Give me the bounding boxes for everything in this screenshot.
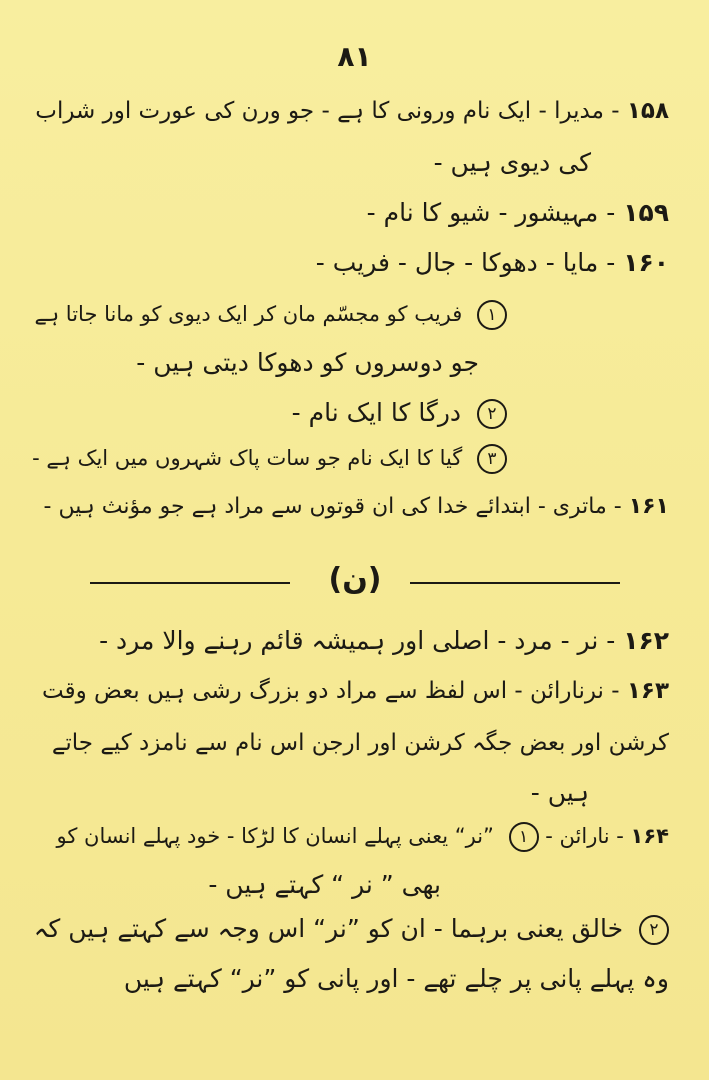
circled-number: ۲: [477, 399, 507, 429]
entry-163-line-2: [52, 730, 669, 758]
entry-text: - مہیشور - شیو کا نام -: [366, 198, 616, 227]
divider-rule: [410, 582, 620, 584]
section-heading: (ن): [328, 562, 382, 597]
entry-161: [44, 494, 669, 520]
entry-160-sense-1-line-1: [35, 300, 507, 330]
entry-number: ۱۶۰: [623, 248, 669, 277]
entry-159: [367, 198, 669, 228]
entry-160-sense-1-line-2: [136, 348, 479, 378]
entry-158-line-1: [35, 98, 669, 126]
entry-text: ”نر“ یعنی پہلے انسان کا لڑکا - خود پہلے انسان کو: [56, 824, 494, 848]
entry-text: ہیں -: [530, 778, 589, 807]
entry-158-line-2: [434, 148, 591, 178]
entry-text: خالق یعنی برہما - ان کو ”نر“ اس وجہ سے کہتے ہیں کہ: [33, 914, 624, 943]
entry-162: [99, 626, 669, 656]
circled-number: ۲: [639, 915, 669, 945]
entry-text: - نرنارائن - اس لفظ سے مراد دو بزرگ رشی ہیں بعض وقت: [42, 678, 620, 704]
entry-number: ۱۶۳: [626, 678, 669, 704]
circled-number: ۱: [477, 300, 507, 330]
circled-number: ۳: [477, 444, 507, 474]
entry-160: [316, 248, 669, 278]
entry-text: درگا کا ایک نام -: [291, 398, 462, 427]
entry-text: - ماتری - ابتدائے خدا کی ان قوتوں سے مراد ہے جو مؤنث ہیں -: [43, 494, 622, 519]
entry-164-line-2: [208, 870, 441, 900]
entry-text: بھی ” نر “ کہتے ہیں -: [208, 870, 441, 899]
entry-160-sense-3: [32, 444, 507, 474]
entry-164-sense-2-line-1: [34, 914, 669, 945]
entry-text: وہ پہلے پانی پر چلے تھے - اور پانی کو ”نر“ کہتے ہیں: [123, 964, 669, 993]
entry-text: جو دوسروں کو دھوکا دیتی ہیں -: [136, 348, 479, 377]
entry-text: - نر - مرد - اصلی اور ہمیشہ قائم رہنے والا مرد -: [99, 626, 616, 655]
circled-number: ۱: [509, 822, 539, 852]
page-number: ۸۱: [337, 40, 372, 73]
entry-163-line-1: [42, 678, 669, 706]
divider-rule: [90, 582, 290, 584]
entry-number: ۱۶۴: [630, 824, 669, 848]
entry-164-sense-2-line-2: [124, 964, 669, 994]
section-divider: [90, 562, 620, 602]
entry-text: گیا کا ایک نام جو سات پاک شہروں میں ایک ہے -: [32, 446, 463, 470]
entry-text: - نارائن -: [545, 824, 624, 848]
entry-number: ۱۵۹: [623, 198, 669, 227]
entry-163-line-3: [531, 778, 589, 808]
entry-164-line-1: [57, 822, 670, 852]
entry-number: ۱۶۲: [623, 626, 669, 655]
entry-text: - مدیرا - ایک نام ورونی کا ہے - جو ورن کی عورت اور شراب: [35, 98, 620, 124]
entry-text: کرشن اور بعض جگہ کرشن اور ارجن اس نام سے نامزد کیے جاتے: [51, 730, 669, 756]
entry-text: - مایا - دھوکا - جال - فریب -: [315, 248, 616, 277]
entry-160-sense-2: [292, 398, 507, 429]
entry-text: فریب کو مجسّم مان کر ایک دیوی کو مانا جاتا ہے: [34, 302, 463, 326]
entry-number: ۱۵۸: [626, 98, 669, 124]
entry-number: ۱۶۱: [628, 494, 669, 519]
entry-text: کی دیوی ہیں -: [433, 148, 591, 177]
